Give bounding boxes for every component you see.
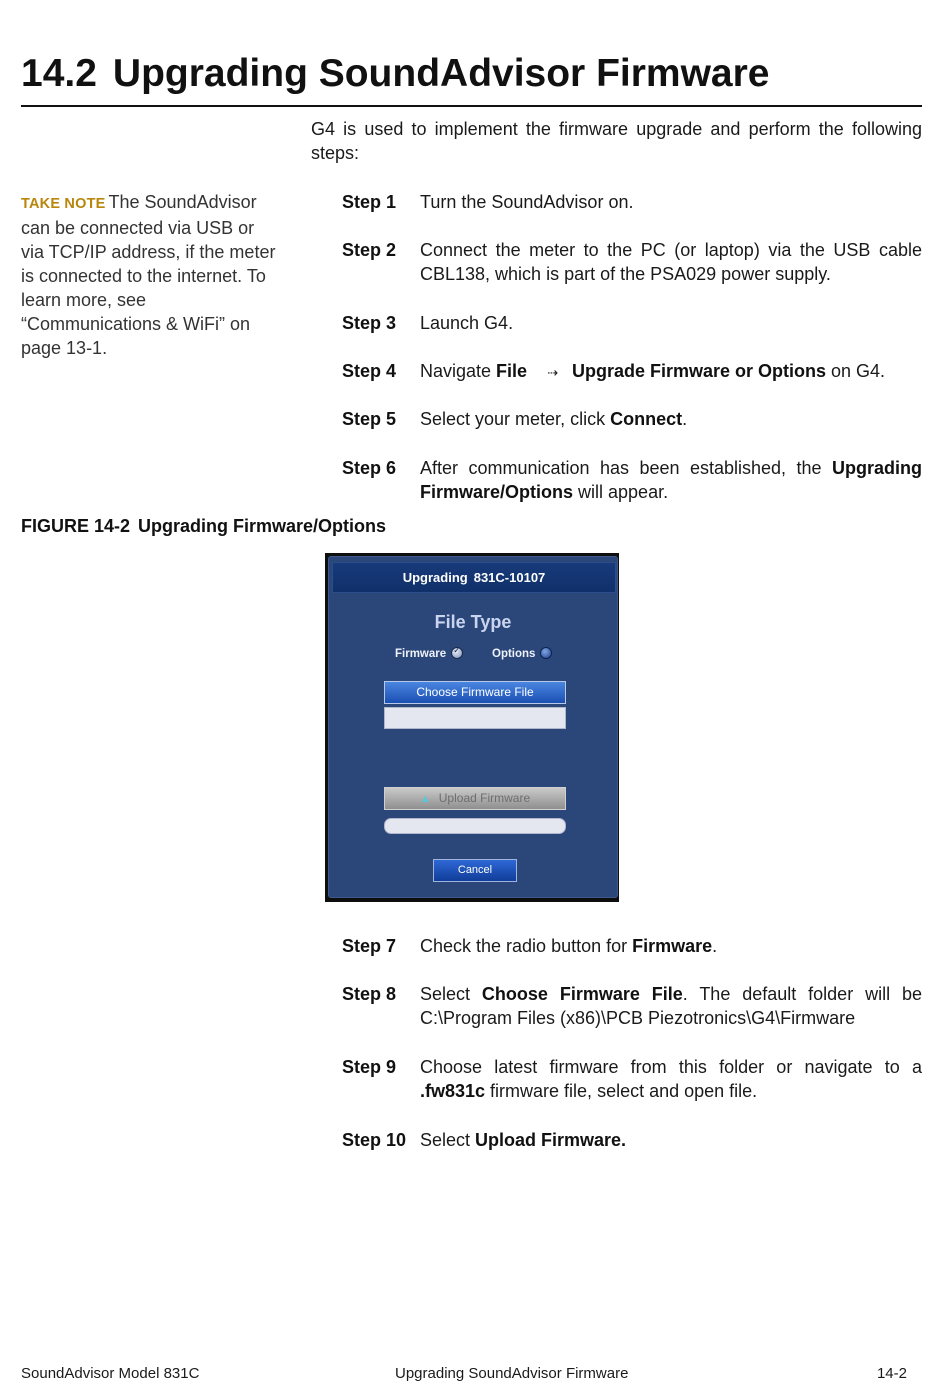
- section-title: [21, 52, 922, 96]
- step-label: Step 1: [342, 192, 397, 212]
- step-text: Select Choose Firmware File. The default folder will be C:\Program Files (x86)\PCB Piezotronics\G4\Firmware: [420, 984, 922, 1028]
- footer-left: SoundAdvisor Model 831C: [21, 1365, 200, 1382]
- footer-page-number: 14-2: [876, 1365, 907, 1382]
- menu-upgrade-firmware: Upgrade Firmware or Options: [571, 361, 827, 381]
- step-label: Step 8: [342, 984, 397, 1004]
- step-text: Check the radio button for Firmware.: [420, 936, 718, 956]
- radio-checked-icon[interactable]: [451, 647, 463, 659]
- dialog-title-bar: [332, 562, 616, 593]
- step-text: Choose latest firmware from this folder or navigate to a .fw831c firmware file, select and open file.: [420, 1057, 922, 1101]
- figure-number: FIGURE 14-2: [21, 516, 131, 536]
- step-text: Select your meter, click Connect.: [420, 409, 688, 429]
- step-label: Step 5: [342, 409, 397, 429]
- step-8: [342, 982, 922, 1030]
- step-text: After communication has been established, the Upgrading Firmware/Options will appear.: [420, 458, 922, 502]
- step-5: [342, 407, 922, 431]
- take-note-tag: TAKE NOTE: [21, 196, 106, 212]
- step-6: [342, 456, 922, 504]
- step-label: Step 7: [342, 936, 397, 956]
- upload-progress-bar: [384, 818, 566, 834]
- cancel-button[interactable]: Cancel: [433, 859, 517, 882]
- title-rule: [21, 105, 922, 107]
- step-4: [342, 359, 922, 385]
- step-label: Step 6: [342, 458, 397, 478]
- upload-arrow-icon: ▲: [419, 793, 431, 805]
- dialog-title: Upgrading: [402, 570, 468, 585]
- step-label: Step 9: [342, 1057, 397, 1077]
- section-title-text: Upgrading SoundAdvisor Firmware: [112, 52, 770, 95]
- dialog-device-id: 831C-10107: [473, 570, 546, 585]
- step-2: [342, 238, 922, 286]
- step-9: [342, 1055, 922, 1103]
- file-type-heading: File Type: [434, 612, 512, 632]
- step-10: [342, 1128, 922, 1152]
- intro-paragraph: G4 is used to implement the firmware upgrade and perform the following steps:: [311, 119, 922, 163]
- step-label: Step 2: [342, 240, 397, 260]
- figure-caption-text: Upgrading Firmware/Options: [138, 516, 387, 536]
- step-text: Launch G4.: [420, 313, 514, 333]
- section-number: 14.2: [21, 52, 97, 95]
- upload-firmware-button[interactable]: ▲ Upload Firmware: [384, 787, 566, 810]
- choose-firmware-file-button[interactable]: Choose Firmware File: [384, 681, 566, 704]
- arrow-right-icon: ⇢: [547, 365, 558, 380]
- menu-file: File: [496, 361, 528, 381]
- figure-caption: [21, 516, 386, 537]
- step-text: Select Upload Firmware.: [420, 1130, 627, 1150]
- step-7: [342, 934, 922, 958]
- radio-unchecked-icon[interactable]: [540, 647, 552, 659]
- take-note: [21, 190, 276, 360]
- step-text: Connect the meter to the PC (or laptop) via the USB cable CBL138, which is part of the PSA029 power supply.: [420, 240, 922, 284]
- radio-options[interactable]: Options: [492, 647, 552, 660]
- step-label: Step 10: [342, 1130, 407, 1150]
- step-1: [342, 190, 922, 214]
- upgrade-dialog-screenshot: [325, 553, 619, 902]
- step-text: Turn the SoundAdvisor on.: [420, 192, 634, 212]
- step-text: Navigate File ⇢ Upgrade Firmware or Options on G4.: [420, 359, 922, 385]
- radio-firmware[interactable]: Firmware✓: [395, 647, 463, 660]
- step-label: Step 4: [342, 361, 397, 381]
- dialog-body: [328, 556, 618, 898]
- step-3: [342, 311, 922, 335]
- firmware-file-path-field[interactable]: [384, 707, 566, 729]
- footer-center: Upgrading SoundAdvisor Firmware: [395, 1365, 629, 1382]
- take-note-text: The SoundAdvisor can be connected via USB or via TCP/IP address, if the meter is connected to the internet. To learn more, see “Communications & WiFi” on page 13-1.: [21, 192, 276, 358]
- step-label: Step 3: [342, 313, 397, 333]
